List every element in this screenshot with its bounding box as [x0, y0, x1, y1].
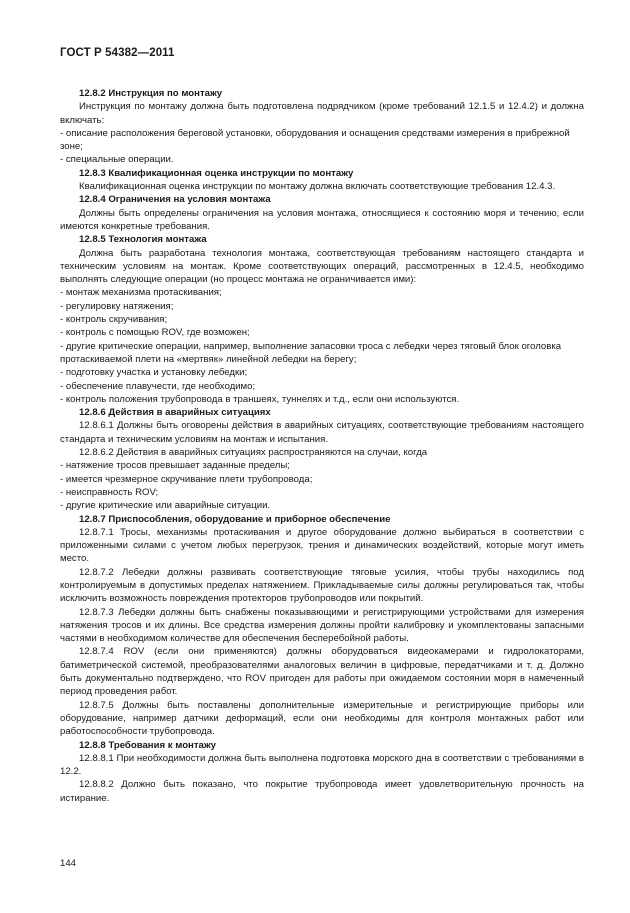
- list-item: - имеется чрезмерное скручивание плети трубопровода;: [60, 473, 313, 485]
- list-item: - регулировку натяжения;: [60, 300, 174, 312]
- list-item: - контроль с помощью ROV, где возможен;: [60, 327, 250, 339]
- paragraph: 12.8.7.5 Должны быть поставлены дополнительные измерительные и регистрирующие приборы или оборудование, например датчики деформаций, если они необходимы для контроля монтажных работ или работоспособности трубопровода.: [60, 699, 584, 738]
- list-item: - специальные операции.: [60, 154, 174, 166]
- paragraph: 12.8.7.2 Лебедки должны развивать соответствующие тяговые усилия, чтобы трубы находились под контролируемым в допустимых пределах натяжением. Прикладываемые силы должны регулироваться так, чтобы исключить возможность повреждения протекторов трубопроводов или покрытий.: [60, 566, 584, 605]
- list-item: - описание расположения береговой установки, оборудования и оснащения средствами измерения в прибрежной зоне;: [60, 127, 570, 153]
- section-heading: 12.8.6 Действия в аварийных ситуациях: [79, 407, 271, 419]
- paragraph: 12.8.7.3 Лебедки должны быть снабжены показывающими и регистрирующими устройствами для измерения натяжения тросов и их длины. Все средства измерения должны пройти калибровку и укомплектованы запасными частями в необходимом количестве для обеспечения бесперебойной работы.: [60, 606, 584, 645]
- list-item: - обеспечение плавучести, где необходимо;: [60, 380, 256, 392]
- section-heading: 12.8.3 Квалификационная оценка инструкции по монтажу: [79, 167, 354, 179]
- paragraph: Квалификационная оценка инструкции по монтажу должна включать соответствующие требования 12.4.3.: [79, 181, 556, 193]
- paragraph: 12.8.7.1 Тросы, механизмы протаскивания и другое оборудование должно выбираться в соответствии с приложенными силами с учетом любых перегрузок, трения и динамических воздействий, которые могут иметь место.: [60, 526, 584, 565]
- paragraph: 12.8.6.2 Действия в аварийных ситуациях распространяются на случаи, когда: [79, 447, 428, 459]
- list-item: - неисправность ROV;: [60, 486, 159, 498]
- list-item: - другие критические или аварийные ситуации.: [60, 500, 271, 512]
- paragraph: 12.8.8.2 Должно быть показано, что покрытие трубопровода имеет удовлетворительную прочность на истирание.: [60, 779, 584, 804]
- list-item: - подготовку участка и установку лебедки;: [60, 367, 248, 379]
- paragraph: 12.8.6.1 Должны быть оговорены действия в аварийных ситуациях, соответствующие требованиям настоящего стандарта и техническим условиям на монтаж и испытания.: [60, 420, 584, 445]
- paragraph: 12.8.8.1 При необходимости должна быть выполнена подготовка морского дна в соответствии с требованиями в 12.2.: [60, 752, 584, 778]
- list-item: - контроль положения трубопровода в траншеях, туннелях и т.д., если они используются.: [60, 393, 460, 405]
- section-heading: 12.8.2 Инструкция по монтажу: [79, 88, 223, 99]
- list-item: - монтаж механизма протаскивания;: [60, 287, 222, 299]
- section-heading: 12.8.8 Требования к монтажу: [79, 739, 217, 751]
- page-number: 144: [60, 858, 77, 869]
- document-body: [60, 87, 584, 805]
- paragraph: 12.8.7.4 ROV (если они применяются) должны оборудоваться видеокамерами и гидролокаторами, батиметрической системой, преобразователями аналоговых величин в цифровые, передатчиками и т. д. Должно быть документально подтверждено, что ROV пригоден для работы при ожидаемом состоянии моря в намеченный период проведения работ.: [60, 646, 584, 698]
- section-heading: 12.8.5 Технология монтажа: [79, 234, 207, 246]
- list-item: - контроль скручивания;: [60, 314, 168, 326]
- paragraph: Инструкция по монтажу должна быть подготовлена подрядчиком (кроме требований 12.1.5 и 12.4.2) и должна включать:: [60, 101, 584, 126]
- list-item: - натяжение тросов превышает заданные пределы;: [60, 460, 290, 472]
- paragraph: Должны быть определены ограничения на условия монтажа, относящиеся к состоянию моря и течению, если имеются конкретные требования.: [60, 207, 584, 232]
- list-item: - другие критические операции, например, выполнение запасовки троса с лебедки через тяговый блок оголовка протаскиваемой плети на «мертвяк» линейной лебедки на берегу;: [60, 340, 562, 365]
- page-header: ГОСТ Р 54382—2011: [60, 47, 175, 59]
- section-heading: 12.8.4 Ограничения на условия монтажа: [79, 194, 271, 206]
- section-heading: 12.8.7 Приспособления, оборудование и приборное обеспечение: [79, 513, 391, 525]
- paragraph: Должна быть разработана технология монтажа, соответствующая требованиям настоящего стандарта и техническим условиям на монтаж. Кроме соответствующих операций, рассмотренных в 12.4.5, необходимо выполнять следующие операции (но процесс монтажа не ограничивается ими):: [60, 247, 584, 286]
